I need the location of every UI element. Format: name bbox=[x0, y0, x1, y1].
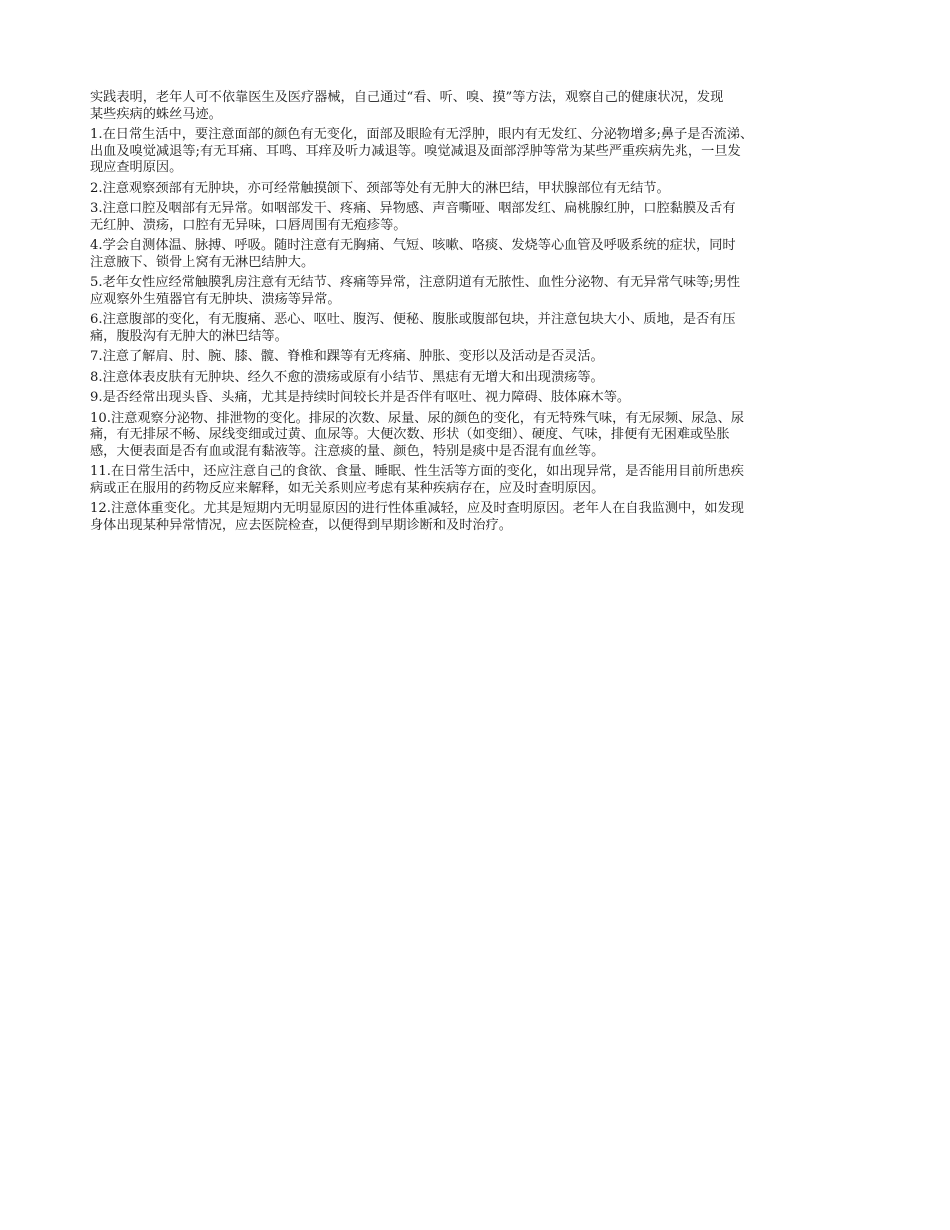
list-item-8: 8.注意体表皮肤有无肿块、经久不愈的溃疡或原有小结节、黑痣有无增大和出现溃疡等。 bbox=[90, 369, 604, 385]
list-item-1: 1.在日常生活中，要注意面部的颜色有无变化，面部及眼睑有无浮肿，眼内有无发红、分泌物增多;鼻子是否流涕、 出血及嗅觉减退等;有无耳痛、耳鸣、耳痒及听力减退等。嗅觉减退及面部浮肿等常为某些严重疾病先兆，一旦发 现应查明原因。 bbox=[90, 127, 754, 175]
list-item-10: 10.注意观察分泌物、排泄物的变化。排尿的次数、尿量、尿的颜色的变化，有无特殊气味，有无尿频、尿急、尿 痛，有无排尿不畅、尿线变细或过黄、血尿等。大便次数、形状（如变细）、硬度、气味，排便有无困难或坠胀 感，大便表面是否有血或混有黏液等。注意痰的量、颜色，特别是痰中是否混有血丝等。 bbox=[90, 410, 744, 459]
list-item-3: 3.注意口腔及咽部有无异常。如咽部发干、疼痛、异物感、声音嘶哑、咽部发红、扁桃腺红肿，口腔黏膜及舌有 无红肿、溃疡，口腔有无异味，口唇周围有无疱疹等。 bbox=[90, 201, 736, 233]
list-item-11: 11.在日常生活中，还应注意自己的食欲、食量、睡眠、性生活等方面的变化，如出现异常，是否能用目前所患疾 病或正在服用的药物反应来解释，如无关系则应考虑有某种疾病存在，应及时查明原因。 bbox=[90, 464, 744, 496]
list-item-12: 12.注意体重变化。尤其是短期内无明显原因的进行性体重减轻，应及时查明原因。老年人在自我监测中，如发现 身体出现某种异常情况，应去医院检查，以便得到早期诊断和及时治疗。 bbox=[90, 501, 744, 533]
document-body bbox=[90, 90, 870, 538]
list-item-6: 6.注意腹部的变化，有无腹痛、恶心、呕吐、腹泻、便秘、腹胀或腹部包块，并注意包块大小、质地，是否有压 痛，腹股沟有无肿大的淋巴结等。 bbox=[90, 312, 736, 344]
list-item-2: 2.注意观察颈部有无肿块，亦可经常触摸颌下、颈部等处有无肿大的淋巴结，甲状腺部位有无结节。 bbox=[90, 180, 670, 196]
intro-paragraph: 实践表明，老年人可不依靠医生及医疗器械，自己通过“看、听、嗅、摸”等方法，观察自己的健康状况，发现 某些疾病的蛛丝马迹。 bbox=[90, 90, 724, 122]
list-item-7: 7.注意了解肩、肘、腕、膝、髋、脊椎和踝等有无疼痛、肿胀、变形以及活动是否灵活。 bbox=[90, 349, 604, 364]
list-item-5: 5.老年女性应经常触膜乳房注意有无结节、疼痛等异常，注意阴道有无脓性、血性分泌物、有无异常气味等;男性 应观察外生殖器官有无肿块、溃疡等异常。 bbox=[90, 275, 741, 307]
list-item-4: 4.学会自测体温、脉搏、呼吸。随时注意有无胸痛、气短、咳嗽、咯痰、发烧等心血管及呼吸系统的症状，同时 注意腋下、锁骨上窝有无淋巴结肿大。 bbox=[90, 238, 736, 270]
list-item-9: 9.是否经常出现头昏、头痛，尤其是持续时间较长并是否伴有呕吐、视力障碍、肢体麻木等。 bbox=[90, 390, 631, 405]
